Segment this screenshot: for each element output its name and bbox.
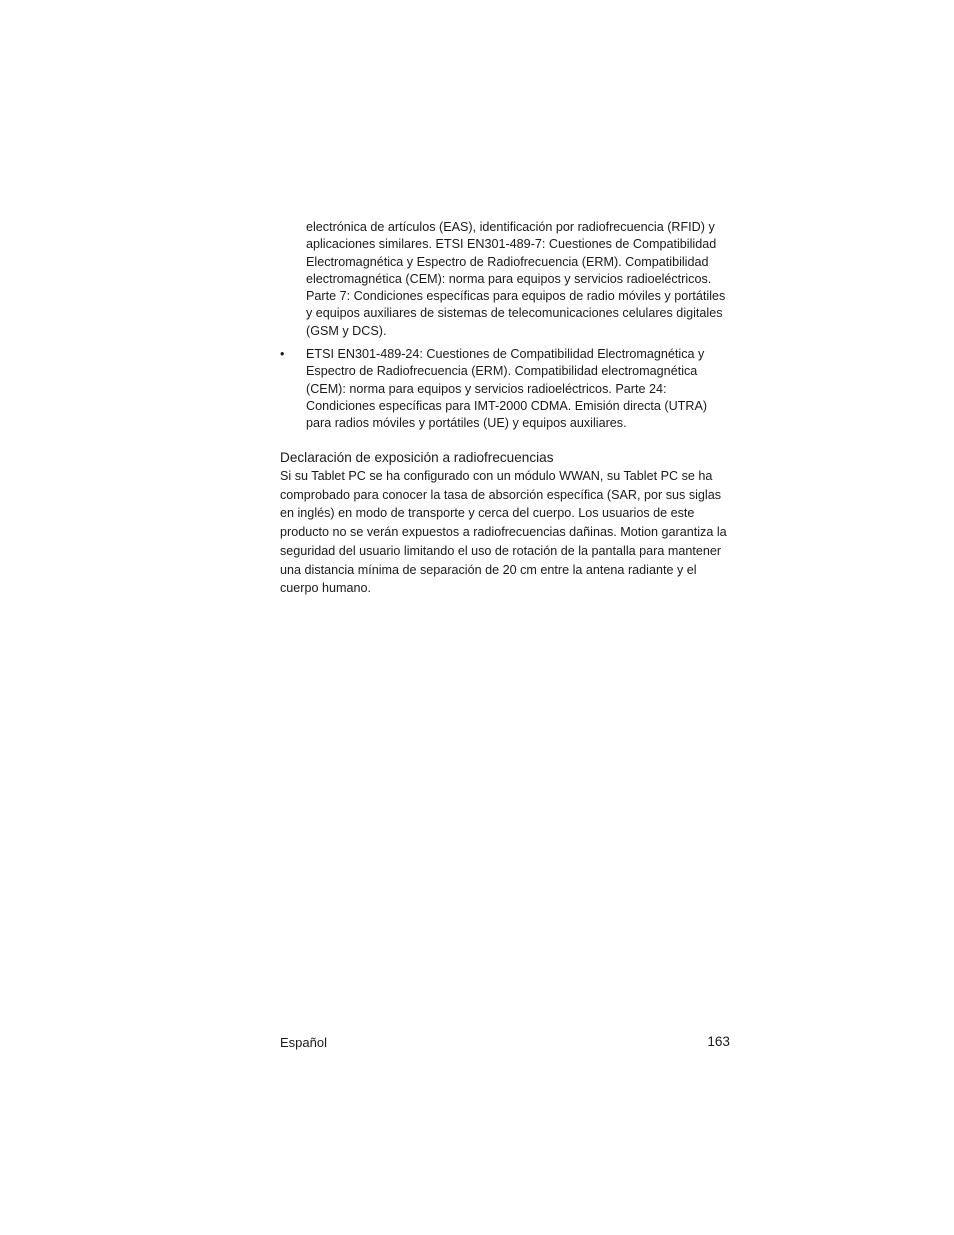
continued-list-item-text: electrónica de artículos (EAS), identificación por radiofrecuencia (RFID) y aplicaciones similares. ETSI EN301-489-7: Cuestiones de Compatibilidad Electromagnética y Espectro de Radiofrecuencia (ERM). Compatibilidad electromagnética (CEM): norma para equipos y servicios radioeléctricos. Parte 7: Condiciones específicas para equipos de radio móviles y portátiles y equipos auxiliares de sistemas de telecomunicaciones celulares digitales (GSM y DCS).	[306, 220, 726, 338]
continued-list-item	[306, 219, 731, 340]
footer-language: Español	[280, 1035, 327, 1050]
list-item-text: ETSI EN301-489-24: Cuestiones de Compatibilidad Electromagnética y Espectro de Radiofrecuencia (ERM). Compatibilidad electromagnética (CEM): norma para equipos y servicios radioeléctricos. Parte 24: Condiciones específicas para IMT-2000 CDMA. Emisión directa (UTRA) para radios móviles y portátiles (UE) y equipos auxiliares.	[306, 347, 708, 431]
list-item	[280, 346, 731, 432]
bullet-icon: •	[280, 347, 285, 361]
section-heading: Declaración de exposición a radiofrecuencias	[280, 450, 554, 465]
section-body: Si su Tablet PC se ha configurado con un módulo WWAN, su Tablet PC se ha comprobado para conocer la tasa de absorción específica (SAR, por sus siglas en inglés) en modo de transporte y cerca del cuerpo. Los usuarios de este producto no se verán expuestos a radiofrecuencias dañinas. Motion garantiza la seguridad del usuario limitando el uso de rotación de la pantalla para mantener una distancia mínima de separación de 20 cm entre la antena radiante y el cuerpo humano.	[280, 469, 727, 596]
page-number: 163	[707, 1034, 730, 1049]
